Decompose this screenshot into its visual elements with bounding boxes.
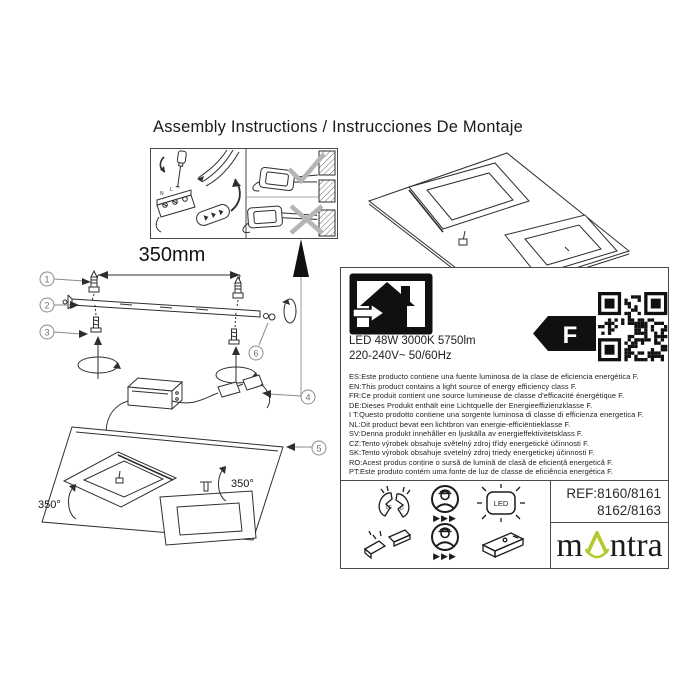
broken-driver-icon [365,530,410,558]
callout-5 [286,441,326,455]
wall-plug-icon [233,277,243,298]
reference-line-1: REF:8160/8161 [566,485,661,501]
wiring-instruction-box [150,148,338,239]
note-es: ES:Este producto contiene una fuente luminosa de la clase de eficiencia energética F. [349,372,639,381]
svg-text:1: 1 [44,274,50,285]
plug-connector-icon [218,375,270,408]
led-module-icon [477,484,525,522]
logo-text-prefix: m [556,526,583,564]
technician-icon [432,486,458,512]
wall-hatch [319,180,335,202]
rotate-arrow-icon [78,349,121,379]
note-pt: PT:Este produto contém uma fonte de luz de classe de eficiência energética F. [349,467,614,477]
note-sk: SK:Tento výrobok obsahuje svetelný zdroj triedy energetickej účinnosti F. [349,448,595,458]
product-info-panel [340,267,669,481]
broken-led-text-left: LE [386,505,393,511]
driver-module-icon [483,533,523,557]
live-label: L [170,187,173,193]
svg-text:2: 2 [44,300,50,311]
note-sv: SV:Denna produkt innehåller en ljuskälla av energieffektivitetsklass F. [349,429,583,439]
power-spec: 220-240V~ 50/60Hz [349,349,452,362]
mounting-bracket [63,295,269,319]
note-fr: FR:Ce produit contient une source lumineuse de classe d'efficacité énergétique F. [349,391,625,401]
wiring-diagram [151,149,337,238]
mantra-logo [556,526,663,564]
brand-box [550,522,669,569]
reference-line-2: 8162/8163 [597,502,661,518]
note-cz: CZ:Tento výrobek obsahuje světelný zdroj třídy energetické účinnosti F. [349,438,590,448]
energy-class-arrow [533,315,597,352]
broken-led-text-right: D [400,506,404,512]
service-icons [341,481,550,568]
indoor-use-icon [349,273,433,335]
led-driver-icon [128,378,182,409]
screw-icon [91,305,101,332]
dimension-label: 350mm [138,244,206,266]
replace-arrows-icon: ▶▶▶ [433,551,457,561]
cable-tag-icon [195,203,232,228]
qr-code [596,289,668,365]
note-de: DE:Dieses Produkt enthält eine Lichtquelle der Energieeffizienzklasse F. [349,400,593,410]
mounting-diagram [20,235,340,580]
callout-1 [40,272,91,286]
svg-text:4: 4 [305,392,311,403]
energy-efficiency-notes [349,372,643,477]
note-nl: NL:Dit product bevat een lichtbron van energie-efficiëntieklasse F. [349,419,571,429]
technician-icon [432,524,458,550]
side-screw-icon [269,314,275,320]
cross-icon [291,206,322,233]
replace-arrows-icon: ▶▶▶ [433,513,457,523]
rotate-arrow-icon [282,299,296,323]
svg-text:6: 6 [253,348,259,359]
lamp-spec: LED 48W 3000K 5750lm [349,335,476,347]
logo-text-suffix: ntra [609,526,663,564]
wall-plug-icon [89,271,99,292]
reference-box [550,480,669,523]
note-ro: RO:Acest produs conține o sursă de lumină de clasă de eficiență energetică F. [349,457,614,467]
up-arrow-icon [293,239,309,277]
callout-3 [40,325,88,339]
service-icons-box [340,480,551,569]
energy-class-letter: F [562,322,578,349]
note-en: EN:This product contains a light source of energy efficiency class F. [349,381,577,391]
rotation-label-right: 350° [231,478,254,490]
note-it: I T:Questo prodotto contiene una sorgente luminosa di classe di efficienza energetica F. [349,410,644,420]
callout-6 [249,346,263,360]
led-module-text: LED [493,499,509,508]
svg-text:5: 5 [316,443,322,454]
technical-specs [349,334,476,363]
svg-text:3: 3 [44,327,50,338]
page-title: Assembly Instructions / Instrucciones De Montaje [153,118,523,136]
rotation-label-left: 350° [38,499,61,511]
neutral-label: N [160,191,164,197]
logo-caret-icon [585,531,609,561]
broken-led-bulb-icon [379,486,410,517]
screw-icon [229,313,239,344]
screwdriver-icon [174,151,187,188]
